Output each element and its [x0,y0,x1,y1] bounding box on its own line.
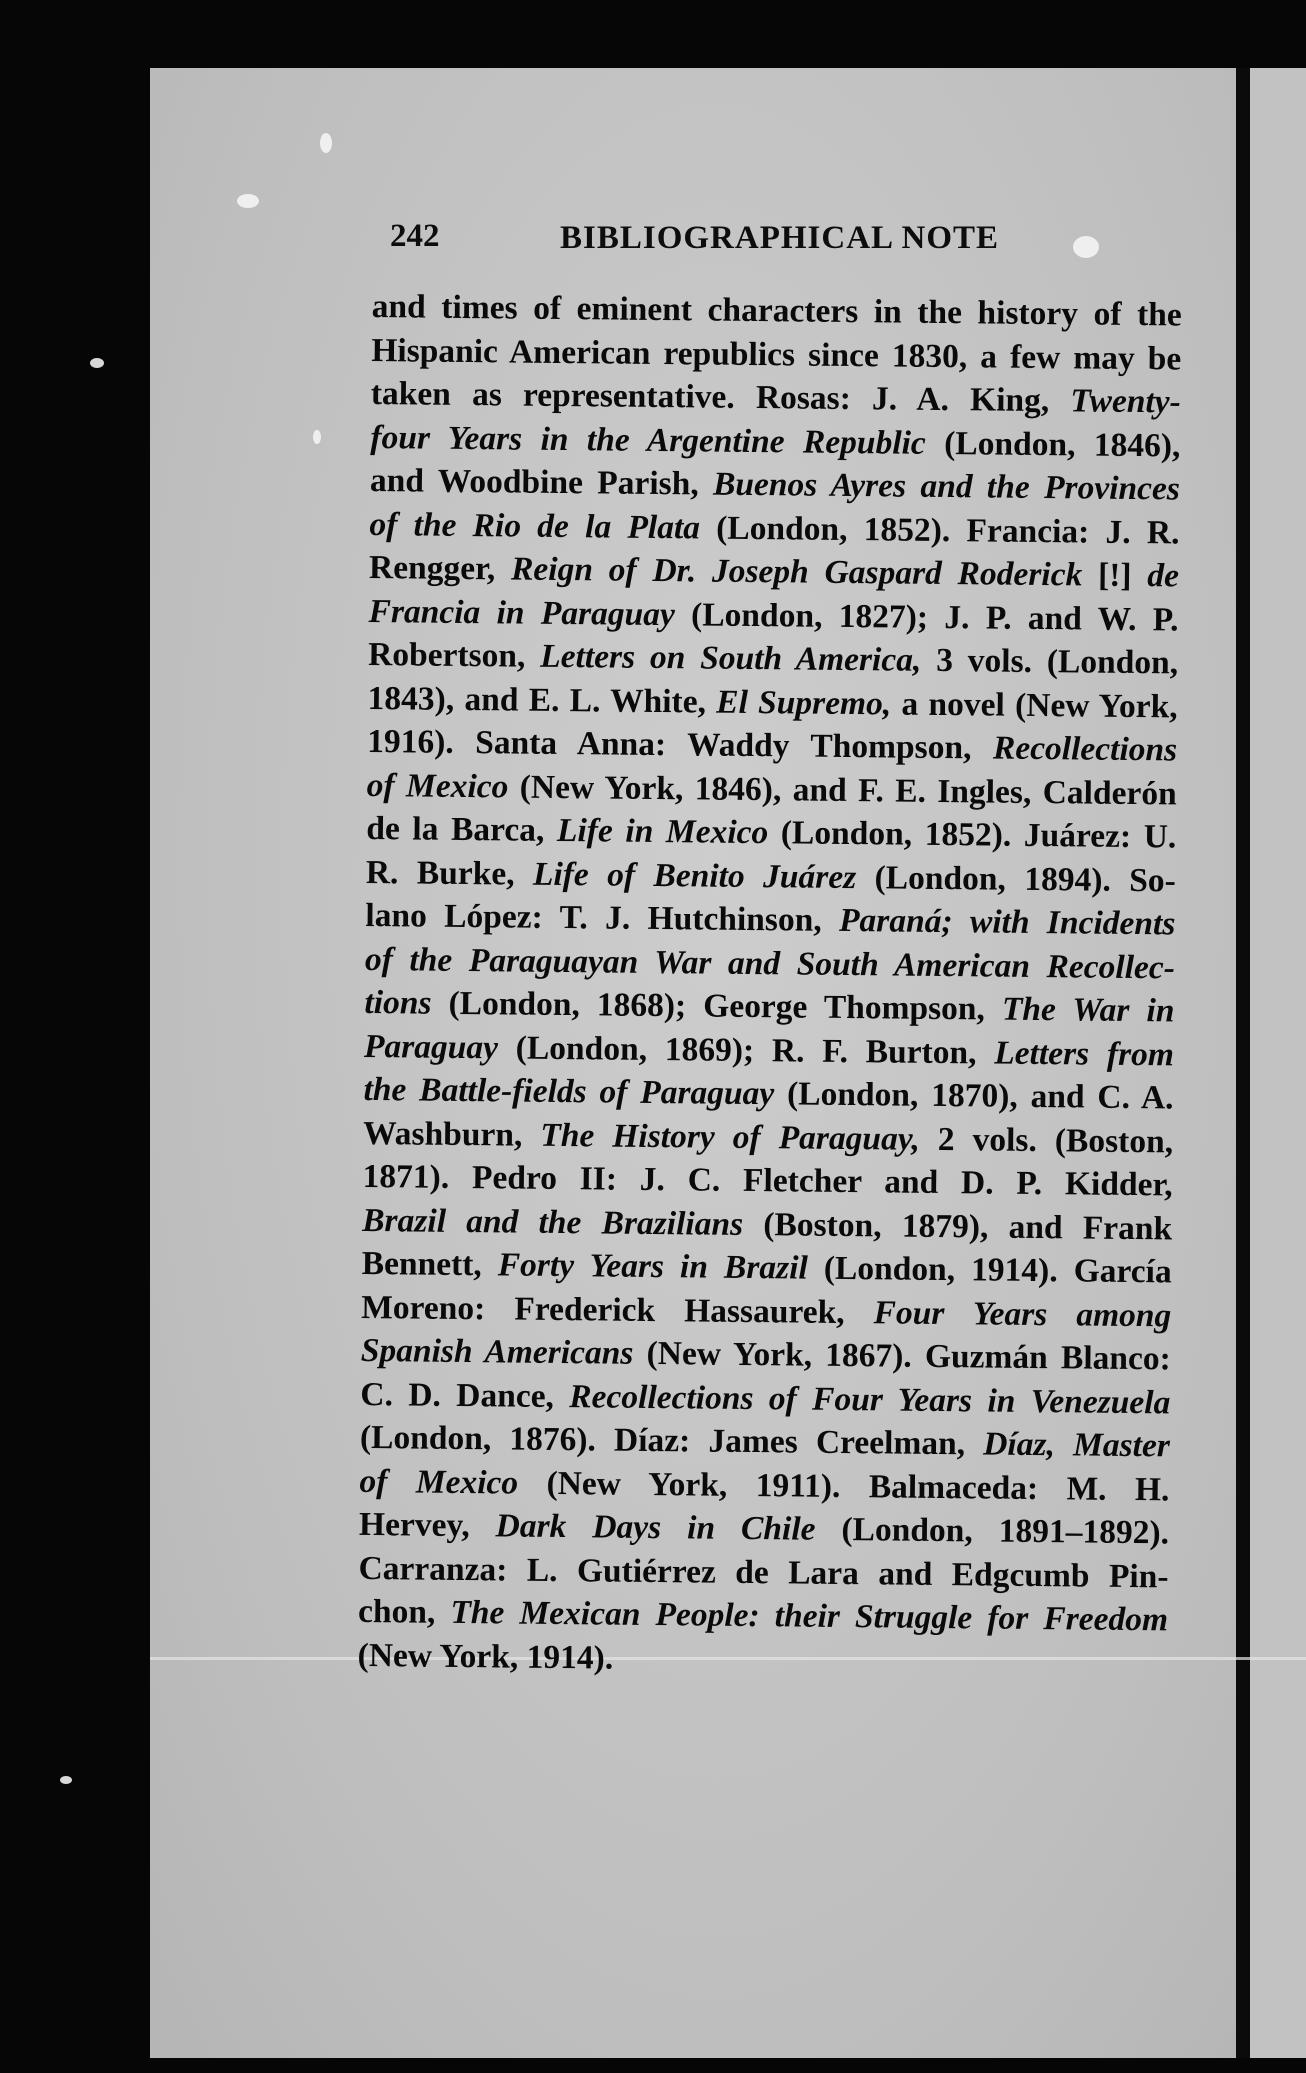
page-header [390,218,1170,268]
text-run: Hervey, [358,1505,496,1545]
text-line [365,894,1175,946]
dust-speck [60,1776,72,1784]
italic-title-text: Twenty- [1070,382,1182,421]
text-run: a novel (New York, [891,684,1178,725]
text-run: 1871). Pedro II: J. C. Fletcher and D. P. Kidder, [362,1157,1173,1204]
italic-title-text: Letters on South America, [540,637,922,679]
italic-title-text: of Mexico [366,766,509,805]
dust-speck [90,358,104,368]
italic-title-text: tions [364,983,432,1022]
text-run: (New York, 1846), and F. E. Ingles, Calderón [508,767,1177,812]
text-line [357,1633,1167,1685]
italic-title-text: Paraná; with Incidents [838,901,1176,943]
italic-title-text: Díaz, Master [983,1425,1171,1465]
text-run: (London, 1868); George Thompson, [431,984,1003,1028]
text-run: C. D. Dance, [360,1375,570,1415]
text-run: (London, 1846), [925,424,1181,464]
page-gutter [1236,68,1250,2058]
italic-title-text: Life of Benito Juárez [532,855,857,896]
text-line [370,459,1180,511]
italic-title-text: Recollections of Four Years in Venezuela [569,1377,1171,1421]
text-line [362,1242,1172,1294]
italic-title-text: Four Years among [873,1293,1172,1334]
dust-speck [237,194,259,208]
text-line [358,1590,1168,1642]
text-run: (London, 1876). Díaz: James Creelman, [359,1418,984,1463]
italic-title-text: Recollections [992,729,1178,769]
text-line [371,372,1181,424]
text-run: (London, 1827); J. P. and W. P. [674,595,1179,638]
text-run: (Boston, 1879), and Frank [742,1205,1173,1247]
italic-title-text: Letters from [994,1034,1175,1073]
italic-title-text: The War in [1001,990,1175,1030]
text-run: Moreno: Frederick Hassaurek, [361,1288,874,1331]
text-run: and times of eminent characters in the history of the [371,287,1182,334]
text-run: Robertson, [367,635,541,675]
text-run: (London, 1869); R. F. Burton, [497,1028,995,1072]
text-run: lano López: T. J. Hutchinson, [365,896,840,939]
italic-title-text: of the Rio de la Plata [369,505,701,546]
text-line [362,1155,1172,1207]
text-run: Rengger, [368,548,512,588]
dust-speck [320,133,332,153]
text-run: R. Burke, [365,853,534,893]
italic-title-text: The History of Paraguay, [540,1116,921,1158]
italic-title-text: Francia in Paraguay [368,592,676,633]
text-line [372,285,1182,337]
text-run: (New York, 1914). [357,1636,614,1677]
text-line [360,1416,1170,1468]
running-title: BIBLIOGRAPHICAL NOTE [560,220,1000,256]
italic-title-text: Dark Days in Chile [495,1507,816,1548]
italic-title-text: the Battle-fields of Paraguay [363,1070,775,1113]
text-run: (London, 1914). García [807,1249,1172,1291]
text-line [368,633,1178,685]
italic-title-text: Buenos Ayres and the Provinces [712,465,1181,508]
dust-speck [313,430,321,444]
page-number: 242 [390,218,440,254]
text-line [364,981,1174,1033]
text-run: Hispanic American republics since 1830, a few may be [371,331,1182,377]
text-run: 1916). Santa Anna: Waddy Thompson, [367,722,994,767]
italic-title-text: four Years in the Argentine Republic [370,418,926,462]
text-run: and Woodbine Parish, [369,461,714,503]
adjacent-page-edge [1250,68,1306,2058]
italic-title-text: Spanish Americans [360,1331,634,1372]
text-run: (London, 1852). Francia: J. R. [699,508,1180,551]
text-run: (London, 1870), and C. A. [774,1075,1174,1117]
italic-title-text: of the Paraguayan War and South American Recollec- [364,940,1176,986]
text-line [366,807,1176,859]
text-run: 3 vols. (London, [921,641,1179,682]
text-line [359,1503,1169,1555]
text-run: taken as representative. Rosas: J. A. King, [370,374,1071,420]
italic-title-text: Forty Years in Brazil [497,1246,809,1287]
text-run: 1843), and E. L. White, [367,679,717,721]
text-run: Bennett, [361,1244,499,1284]
text-run: [!] [1082,556,1148,595]
text-line [369,546,1179,598]
text-run: (New York, 1867). Guzmán Blanco: [633,1334,1171,1378]
bibliography-paragraph [357,285,1182,1685]
text-run: (New York, 1911). Balmaceda: M. H. [517,1464,1170,1508]
italic-title-text: Paraguay [363,1027,499,1066]
text-line [361,1329,1171,1381]
italic-title-text: Brazil and the Brazilians [362,1201,744,1243]
italic-title-text: Reign of Dr. Joseph Gaspard Roderick [510,550,1083,594]
text-line [363,1068,1173,1120]
text-run: Washburn, [362,1114,541,1154]
text-run: (London, 1894). So- [856,858,1177,899]
text-run: chon, [357,1592,451,1631]
text-run: (London, 1852). Juárez: U. [768,814,1177,856]
text-run: (London, 1891–1892). [815,1510,1170,1552]
italic-title-text: de [1147,557,1180,595]
italic-title-text: The Mexican People: their Struggle for Freedom [450,1593,1169,1639]
text-run: 2 vols. (Boston, [919,1120,1174,1160]
italic-title-text: Life in Mexico [556,811,769,852]
text-run: de la Barca, [366,809,558,849]
italic-title-text: El Supremo, [716,683,892,722]
italic-title-text: of Mexico [359,1462,519,1502]
text-run: Carranza: L. Gutiérrez de Lara and Edgcumb Pin- [358,1549,1169,1595]
text-line [367,720,1177,772]
